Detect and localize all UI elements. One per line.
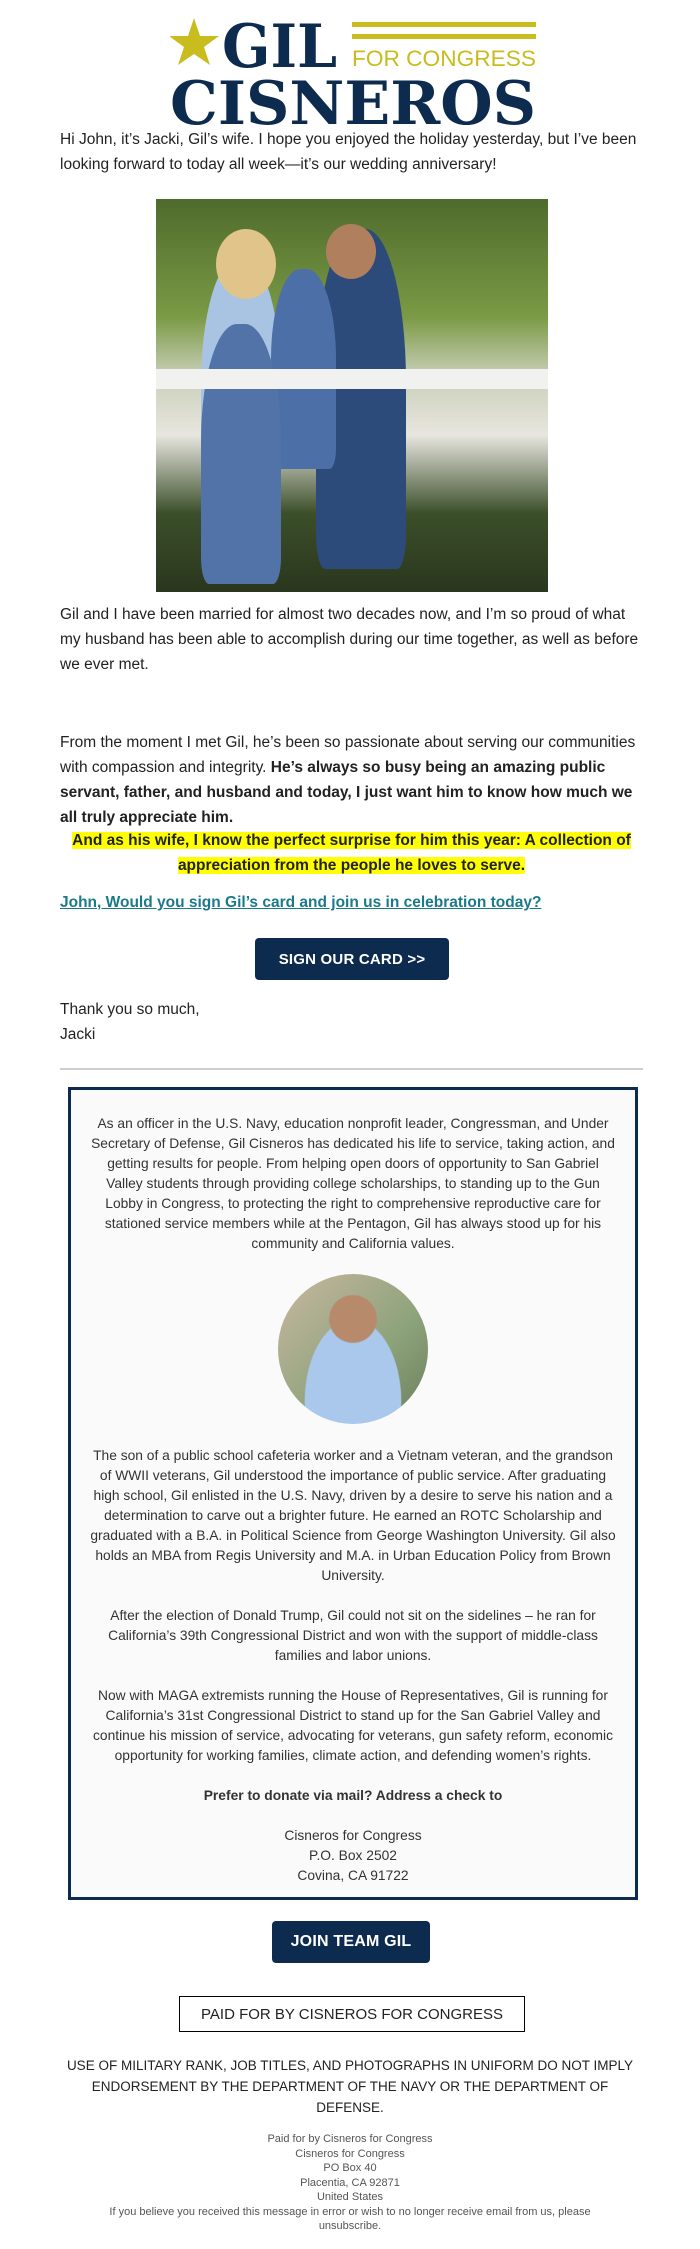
- logo-cisneros: CISNEROS: [170, 69, 536, 127]
- unsubscribe-text[interactable]: If you believe you received this message in error or wish to no longer receive email from us, please unsubscribe.: [109, 2205, 591, 2232]
- campaign-logo: [170, 12, 540, 127]
- married-paragraph: Gil and I have been married for almost two decades now, and I’m so proud of what my husband has been able to accomplish during our time together, as well as before we ever met.: [60, 606, 639, 673]
- join-team-button[interactable]: JOIN TEAM GIL: [272, 1921, 430, 1963]
- sign-card-link[interactable]: John, Would you sign Gil’s card and join us in celebration today?: [60, 894, 542, 911]
- logo-gil: GIL: [222, 12, 337, 82]
- bio-paragraph-4: Now with MAGA extremists running the House of Representatives, Gil is running for California’s 31st Congressional District to stand up for the San Gabriel Valley and continue his mission of service, advocating for veterans, gun safety reform, economic opportunity for working families, climate action, and defending women’s rights.: [93, 1688, 613, 1763]
- passion-paragraph: [60, 730, 643, 830]
- divider: [60, 1068, 643, 1070]
- greeting-paragraph: Hi John, it’s Jacki, Gil’s wife. I hope you enjoyed the holiday yesterday, but I’ve been looking forward to today all week—it’s our wedding anniversary!: [60, 131, 637, 173]
- mail-address-line: P.O. Box 2502: [309, 1848, 397, 1863]
- mail-address-line: Covina, CA 91722: [297, 1868, 409, 1883]
- mail-address-line: Cisneros for Congress: [284, 1828, 422, 1843]
- military-disclaimer: USE OF MILITARY RANK, JOB TITLES, AND PHOTOGRAPHS IN UNIFORM DO NOT IMPLY ENDORSEMENT BY THE DEPARTMENT OF THE NAVY OR THE DEPARTMENT OF DEFENSE.: [66, 2058, 634, 2115]
- gil-portrait: [278, 1274, 428, 1424]
- bio-box: [68, 1087, 638, 1900]
- footer-line: Cisneros for Congress: [295, 2147, 405, 2160]
- passion-bold-text: He’s always so busy being an amazing public servant, father, and husband and today, I just want him to know how much we all truly appreciate him.: [60, 759, 633, 826]
- footer-line: United States: [316, 2191, 384, 2203]
- signoff: Thank you so much,: [60, 1001, 200, 1018]
- signature: Jacki: [60, 1026, 96, 1043]
- footer-line: PO Box 40: [323, 2162, 377, 2174]
- bio-paragraph-3: After the election of Donald Trump, Gil could not sit on the sidelines – he ran for California’s 39th Congressional District and won with the support of middle-class families and labor unions.: [108, 1608, 598, 1663]
- paid-for-box: PAID FOR BY CISNEROS FOR CONGRESS: [179, 1996, 525, 2032]
- footer: [80, 2132, 620, 2234]
- star-icon: [170, 18, 219, 65]
- footer-line: Placentia, CA 92871: [300, 2176, 400, 2189]
- highlighted-text: And as his wife, I know the perfect surprise for him this year: A collection of appreciation from the people he loves to serve.: [72, 832, 631, 874]
- passion-text: From the moment I met Gil, he’s been so passionate about serving our communities with compassion and integrity.: [60, 734, 636, 776]
- bio-paragraph-1: As an officer in the U.S. Navy, education nonprofit leader, Congressman, and Under Secretary of Defense, Gil Cisneros has dedicated his life to service, taking action, and getting results for people. From helping open doors of opportunity to San Gabriel Valley students through providing college scholarships, to standing up to the Gun Lobby in Congress, to protecting the right to comprehensive reproductive care for stationed service members while at the Pentagon, Gil has always stood up for his community and California values.: [91, 1116, 615, 1251]
- footer-line: Paid for by Cisneros for Congress: [267, 2133, 433, 2145]
- logo-tagline: FOR CONGRESS: [352, 46, 536, 71]
- mail-donation-heading: Prefer to donate via mail? Address a check to: [203, 1788, 503, 1803]
- family-photo: [156, 199, 548, 592]
- bio-paragraph-2: The son of a public school cafeteria worker and a Vietnam veteran, and the grandson of WWII veterans, Gil understood the importance of public service. After graduating high school, Gil enlisted in the U.S. Navy, driven by a desire to serve his nation and a determination to carve out a brighter future. He earned an ROTC Scholarship and graduated with a B.A. in Political Science from George Washington University. Gil also holds an MBA from Regis University and M.A. in Urban Education Policy from Brown University.: [90, 1448, 616, 1583]
- sign-card-button[interactable]: SIGN OUR CARD >>: [255, 938, 449, 980]
